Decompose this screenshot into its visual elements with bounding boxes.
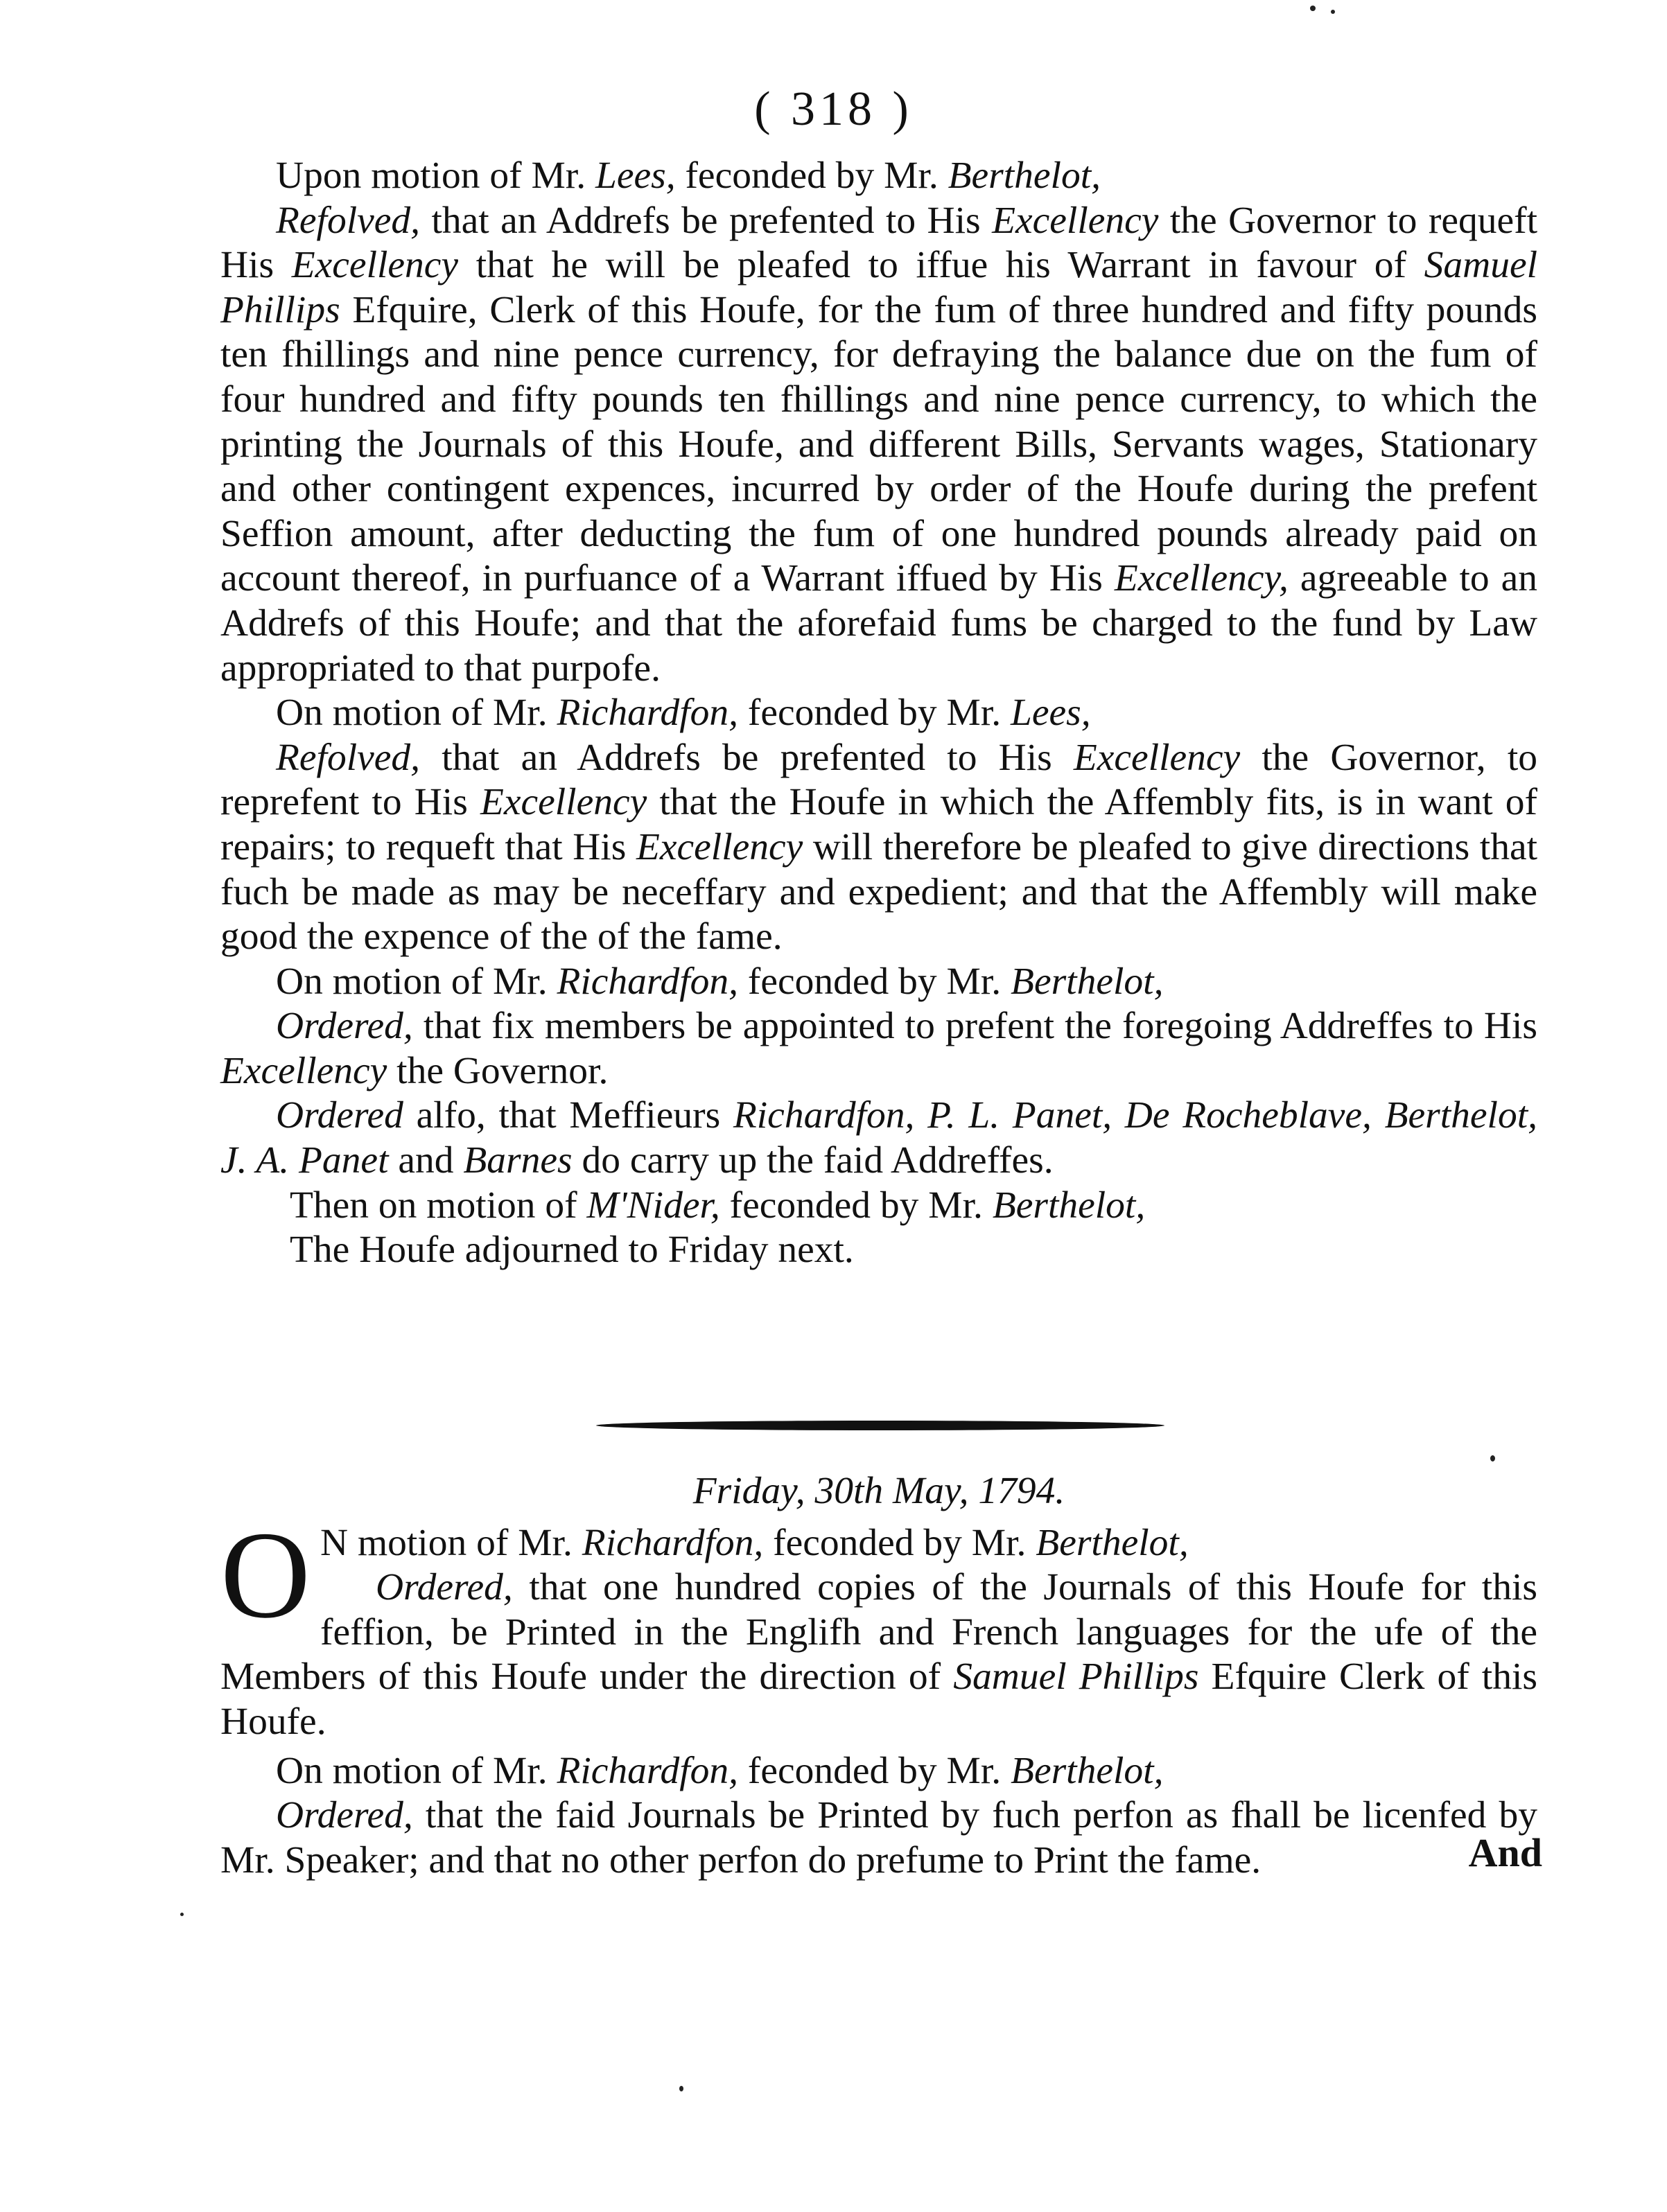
text-run: the Governor to requeft His bbox=[220, 199, 1537, 287]
session-section bbox=[220, 1469, 1537, 1883]
text-run: that an Addrefs be prefented to His bbox=[420, 736, 1074, 779]
resolution-paragraph bbox=[220, 199, 1537, 692]
member-names: Richardfon, P. L. Panet, De Rocheblave, Berthelot, J. A. Panet bbox=[220, 1094, 1537, 1182]
motion-paragraph bbox=[220, 1749, 1537, 1794]
order-paragraph bbox=[220, 1094, 1537, 1183]
motion-paragraph bbox=[220, 154, 1537, 199]
proceedings-text bbox=[220, 154, 1537, 1273]
text-run: that fix members be appointed to prefent the foregoing Addreffes to His bbox=[412, 1005, 1537, 1048]
motion-paragraph bbox=[220, 1184, 1537, 1229]
text-run: that the Houfe in which the Affembly fits, is in want of repairs; to requeft that His bbox=[220, 781, 1537, 868]
ordered-label: Ordered bbox=[276, 1094, 403, 1137]
text-run: N motion of Mr. bbox=[320, 1521, 582, 1564]
member-name: Berthelot, bbox=[1011, 1749, 1164, 1792]
scan-speck bbox=[180, 1913, 184, 1916]
text-run: feconded by Mr. bbox=[738, 960, 1011, 1003]
text-run: will therefore be pleafed to give directions that fuch be made as may be neceffary and expedient; and that the Affembly will make good the expence of the of the fame. bbox=[220, 825, 1538, 958]
title-word: Excellency bbox=[291, 244, 459, 287]
member-name: Berthelot, bbox=[948, 155, 1101, 197]
text-run: agreeable to an Addrefs of this Houfe; and that the aforefaid fums be charged to the fund by Law appropriated to that purpofe. bbox=[220, 557, 1538, 690]
scan-speck bbox=[1310, 6, 1316, 11]
member-name: Berthelot, bbox=[1036, 1521, 1189, 1564]
text-run: alfo, that Meffieurs bbox=[403, 1094, 733, 1137]
text-run: feconded by Mr. bbox=[719, 1184, 993, 1227]
title-word: Excellency bbox=[636, 825, 803, 868]
person-name: Samuel Phillips bbox=[953, 1656, 1199, 1698]
ordered-label: Ordered, bbox=[376, 1566, 513, 1609]
member-name: Lees, bbox=[1011, 692, 1091, 735]
text-run: the Governor. bbox=[387, 1049, 609, 1092]
text-run: the Governor, to reprefent to His bbox=[220, 736, 1537, 824]
resolution-paragraph bbox=[220, 736, 1537, 960]
resolved-label: Refolved, bbox=[276, 199, 421, 242]
text-run: that the faid Journals be Printed by fuch perfon as fhall be licenfed by Mr. Speaker; and that no other perfon do prefume to Print the fame. bbox=[220, 1794, 1537, 1881]
text-run: that an Addrefs be prefented to His bbox=[420, 199, 993, 242]
ordered-label: Ordered, bbox=[276, 1794, 413, 1837]
catchword: And bbox=[1468, 1830, 1542, 1875]
title-word: Excellency bbox=[480, 781, 647, 824]
text-run: Efquire Clerk of this Houfe. bbox=[220, 1656, 1537, 1743]
text-run: On motion of Mr. bbox=[276, 960, 557, 1003]
member-name: Barnes bbox=[463, 1139, 573, 1182]
order-paragraph bbox=[220, 1004, 1537, 1094]
resolved-label: Refolved, bbox=[276, 736, 421, 779]
text-run: do carry up the faid Addreffes. bbox=[572, 1139, 1054, 1182]
text-run: and bbox=[388, 1139, 464, 1182]
member-name: Richardfon, bbox=[582, 1521, 764, 1564]
title-word: Excellency, bbox=[1114, 557, 1289, 600]
motion-paragraph bbox=[220, 691, 1537, 736]
member-name: Richardfon, bbox=[557, 960, 739, 1003]
motion-paragraph bbox=[220, 1505, 1537, 1745]
member-name: Berthelot, bbox=[1011, 960, 1164, 1003]
ordered-label: Ordered, bbox=[276, 1005, 413, 1048]
member-name: Richardfon, bbox=[557, 1749, 739, 1792]
drop-cap: O bbox=[220, 1505, 311, 1644]
section-divider bbox=[596, 1421, 1164, 1430]
page-number: ( 318 ) bbox=[754, 82, 913, 136]
text-run: Upon motion of Mr. bbox=[276, 155, 595, 197]
text-run: On motion of Mr. bbox=[276, 692, 557, 735]
text-run: The Houfe adjourned to Friday next. bbox=[290, 1229, 854, 1272]
scan-speck bbox=[1331, 10, 1335, 14]
scan-speck bbox=[679, 2086, 683, 2091]
text-run: feconded by Mr. bbox=[738, 692, 1011, 735]
member-name: Richardfon, bbox=[557, 692, 739, 735]
title-word: Excellency bbox=[1073, 736, 1241, 779]
text-run: On motion of Mr. bbox=[276, 1749, 557, 1792]
scan-speck bbox=[1490, 1455, 1495, 1462]
person-name: Samuel Phillips bbox=[220, 244, 1537, 331]
text-run: feconded by Mr. bbox=[738, 1749, 1011, 1792]
member-name: Lees, bbox=[595, 155, 676, 197]
text-run: that he will be pleafed to iffue his Warrant in favour of bbox=[458, 244, 1424, 287]
text-run: that one hundred copies of the Journals of this Houfe for this feffion, be Printed in the Englifh and French languages for the ufe of the Members of this Houfe under the direction of bbox=[220, 1566, 1537, 1698]
order-paragraph bbox=[220, 1793, 1537, 1883]
title-word: Excellency bbox=[220, 1049, 387, 1092]
text-run: Then on motion of bbox=[290, 1184, 587, 1227]
session-date: Friday, 30th May, 1794. bbox=[692, 1470, 1065, 1512]
text-run: Efquire, Clerk of this Houfe, for the fum of three hundred and fifty pounds ten fhillings and nine pence currency, for defraying the balance due on the fum of four hundred and fifty pounds ten fhillings and nine pence currency, to which the printing the Journals of this Houfe, and different Bills, Servants wages, Stationary and other contingent expences, incurred by order of the Houfe during the prefent Seffion amount, after deducting the fum of one hundred pounds already paid on account thereof, in purfuance of a Warrant iffued by His bbox=[220, 288, 1537, 600]
motion-paragraph bbox=[220, 960, 1537, 1005]
text-run: feconded by Mr. bbox=[763, 1521, 1036, 1564]
title-word: Excellency bbox=[992, 199, 1159, 242]
member-name: M'Nider, bbox=[586, 1184, 720, 1227]
text-run: feconded by Mr. bbox=[675, 155, 948, 197]
adjournment-paragraph bbox=[220, 1228, 1537, 1273]
member-name: Berthelot, bbox=[992, 1184, 1146, 1227]
